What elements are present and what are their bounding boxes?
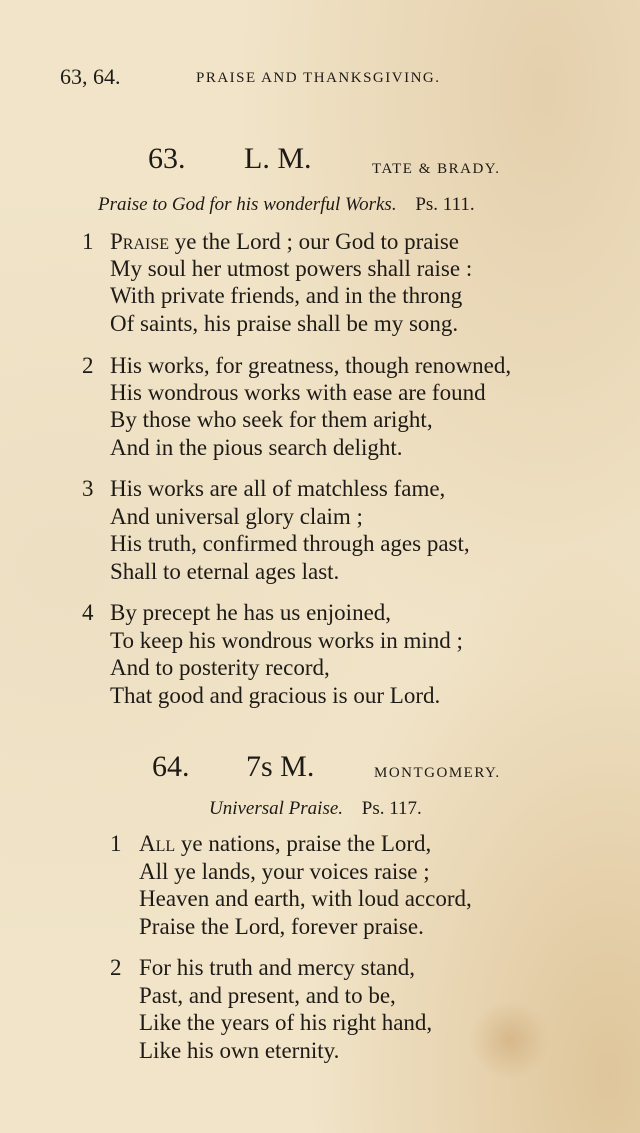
verse-line: My soul her utmost powers shall raise : — [110, 256, 473, 281]
verse-number: 3 — [82, 476, 94, 501]
verse-line: And universal glory claim ; — [110, 504, 363, 529]
hymn-author: MONTGOMERY. — [374, 765, 501, 781]
verse-line: Of saints, his praise shall be my song. — [110, 311, 459, 336]
verse-initial-word: All — [139, 831, 176, 856]
verse-line: Praise the Lord, forever praise. — [139, 914, 424, 939]
verse-line: His works are all of matchless fame, — [110, 476, 446, 501]
verse-line: That good and gracious is our Lord. — [110, 683, 441, 708]
hymn-64-subtitle — [209, 798, 422, 820]
verse-number: 1 — [110, 831, 122, 856]
page-hymn-numbers: 63, 64. — [60, 64, 121, 89]
psalm-reference: Ps. 117. — [361, 798, 422, 819]
verse-line: With private friends, and in the throng — [110, 283, 463, 308]
verse-line: And to posterity record, — [110, 655, 330, 680]
verse-line: Shall to eternal ages last. — [110, 559, 340, 584]
verse-line: All ye lands, your voices raise ; — [139, 859, 430, 884]
paper-stain — [470, 1000, 550, 1080]
verse-initial-word: Praise — [110, 229, 170, 254]
verse-number: 2 — [110, 955, 122, 980]
subtitle-text: Universal Praise. — [209, 798, 344, 819]
hymn-meter: 7s M. — [246, 750, 315, 783]
verse-line: Past, and present, and to be, — [139, 983, 396, 1008]
hymn-63-subtitle — [98, 194, 475, 216]
verse-line: And in the pious search delight. — [110, 435, 403, 460]
hymn-number: 64. — [152, 750, 190, 783]
verse-line: By precept he has us enjoined, — [110, 600, 392, 625]
verse-number: 4 — [82, 600, 94, 625]
verse-line: His truth, confirmed through ages past, — [110, 531, 470, 556]
verse-line: Heaven and earth, with loud accord, — [139, 886, 472, 911]
hymn-author: TATE & BRADY. — [372, 161, 501, 177]
verse-line: By those who seek for them aright, — [110, 407, 433, 432]
running-title: PRAISE AND THANKSGIVING. — [196, 70, 441, 86]
verse-line: Praise ye the Lord ; our God to praise — [110, 229, 460, 254]
verse-line: Like his own eternity. — [139, 1038, 340, 1063]
psalm-reference: Ps. 111. — [415, 194, 475, 215]
verse-line: To keep his wondrous works in mind ; — [110, 628, 463, 653]
subtitle-text: Praise to God for his wonderful Works. — [98, 194, 397, 215]
verse-number: 1 — [82, 229, 94, 254]
hymn-meter: L. M. — [244, 142, 312, 175]
hymn-number: 63. — [148, 142, 186, 175]
verse-line: His works, for greatness, though renowned, — [110, 353, 512, 378]
verse-number: 2 — [82, 353, 94, 378]
verse-line: His wondrous works with ease are found — [110, 380, 486, 405]
verse-line: Like the years of his right hand, — [139, 1010, 433, 1035]
verse-line: All ye nations, praise the Lord, — [139, 831, 432, 856]
verse-line: For his truth and mercy stand, — [139, 955, 415, 980]
